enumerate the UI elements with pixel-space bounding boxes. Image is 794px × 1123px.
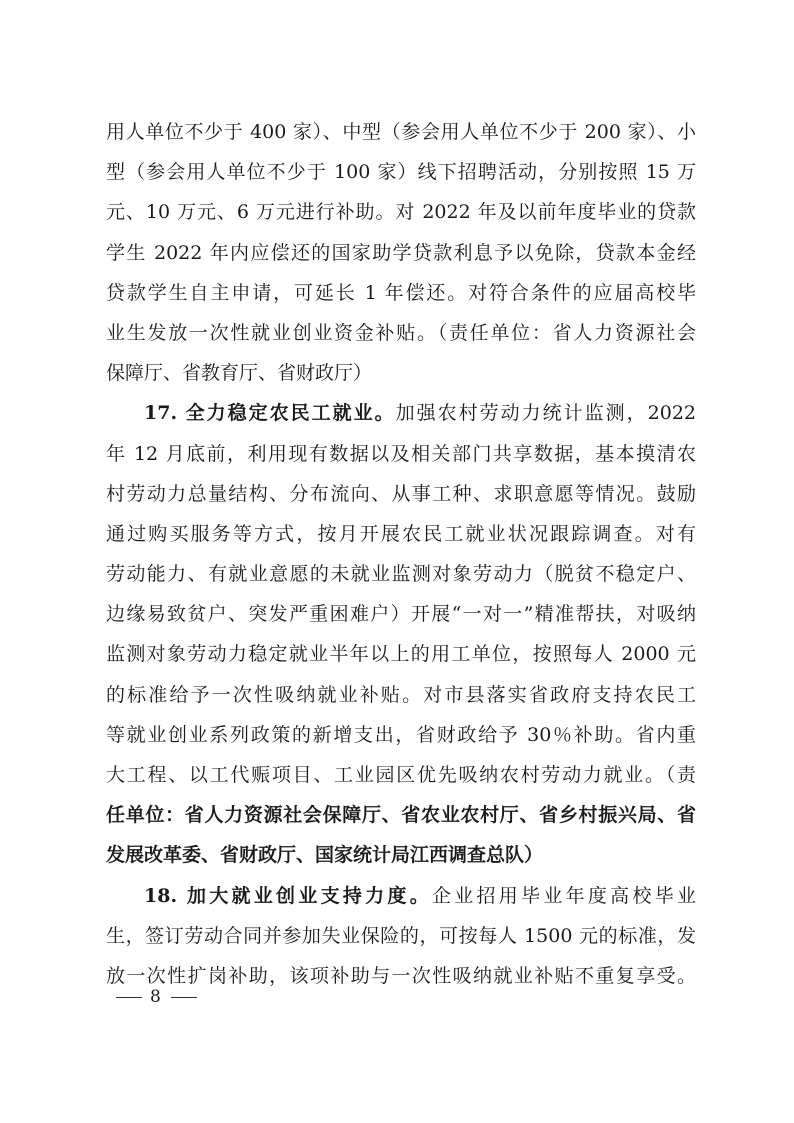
paragraph-18-employment-support bbox=[106, 876, 696, 997]
text-line: 劳动能力、有就业意愿的未就业监测对象劳动力（脱贫不稳定户、 bbox=[106, 563, 696, 586]
text-line: 贷款学生自主申请，可延长 1 年偿还。对符合条件的应届高校毕 bbox=[106, 281, 696, 304]
text-run: 企业招用毕业年度高校毕业 bbox=[431, 884, 696, 907]
section-heading-18: 18. 加大就业创业支持力度。 bbox=[144, 884, 432, 907]
page-footer bbox=[116, 987, 197, 1007]
body-text bbox=[106, 112, 696, 996]
paragraph-17-migrant-workers bbox=[106, 393, 696, 875]
section-heading-17: 17. 全力稳定农民工就业。 bbox=[144, 402, 396, 425]
page-number: 8 bbox=[150, 987, 163, 1007]
text-line: 等就业创业系列政策的新增支出，省财政给予 30％补助。省内重 bbox=[106, 723, 696, 746]
text-line: 任单位：省人力资源社会保障厅、省农业农村厅、省乡村振兴局、省 bbox=[106, 804, 696, 827]
text-line: 生，签订劳动合同并参加失业保险的，可按每人 1500 元的标准，发 bbox=[106, 924, 696, 947]
text-run: 加强农村劳动力统计监测，2022 bbox=[395, 402, 696, 425]
text-line: 用人单位不少于 400 家）、中型（参会用人单位不少于 200 家）、小 bbox=[106, 121, 696, 143]
text-line: 保障厅、省教育厅、省财政厅） bbox=[106, 362, 373, 385]
text-line: 发展改革委、省财政厅、国家统计局江西调查总队） bbox=[106, 844, 544, 867]
text-line: 业生发放一次性就业创业资金补贴。（责任单位：省人力资源社会 bbox=[106, 321, 696, 344]
text-line: 元、10 万元、6 万元进行补助。对 2022 年及以前年度毕业的贷款 bbox=[106, 201, 696, 224]
paragraph-employment-subsidy-continued bbox=[106, 112, 696, 393]
text-line: 放一次性扩岗补助，该项补助与一次性吸纳就业补贴不重复享受。 bbox=[106, 964, 696, 987]
text-line bbox=[106, 393, 696, 433]
dash-left bbox=[116, 997, 142, 998]
text-line: 通过购买服务等方式，按月开展农民工就业状况跟踪调查。对有 bbox=[106, 522, 696, 545]
text-line: 村劳动力总量结构、分布流向、从事工种、求职意愿等情况。鼓励 bbox=[106, 482, 696, 505]
text-line: 学生 2022 年内应偿还的国家助学贷款利息予以免除，贷款本金经 bbox=[106, 241, 696, 264]
text-line: 边缘易致贫户、突发严重困难户）开展“一对一”精准帮扶，对吸纳 bbox=[106, 603, 696, 626]
text-line: 监测对象劳动力稳定就业半年以上的用工单位，按照每人 2000 元 bbox=[106, 643, 696, 666]
text-line: 型（参会用人单位不少于 100 家）线下招聘活动，分别按照 15 万 bbox=[106, 161, 696, 184]
text-line: 大工程、以工代赈项目、工业园区优先吸纳农村劳动力就业。（责 bbox=[106, 764, 696, 786]
text-line: 的标准给予一次性吸纳就业补贴。对市县落实省政府支持农民工 bbox=[106, 683, 696, 706]
text-line bbox=[106, 876, 696, 916]
dash-right bbox=[171, 997, 197, 998]
text-line: 年 12 月底前，利用现有数据以及相关部门共享数据，基本摸清农 bbox=[106, 442, 696, 465]
